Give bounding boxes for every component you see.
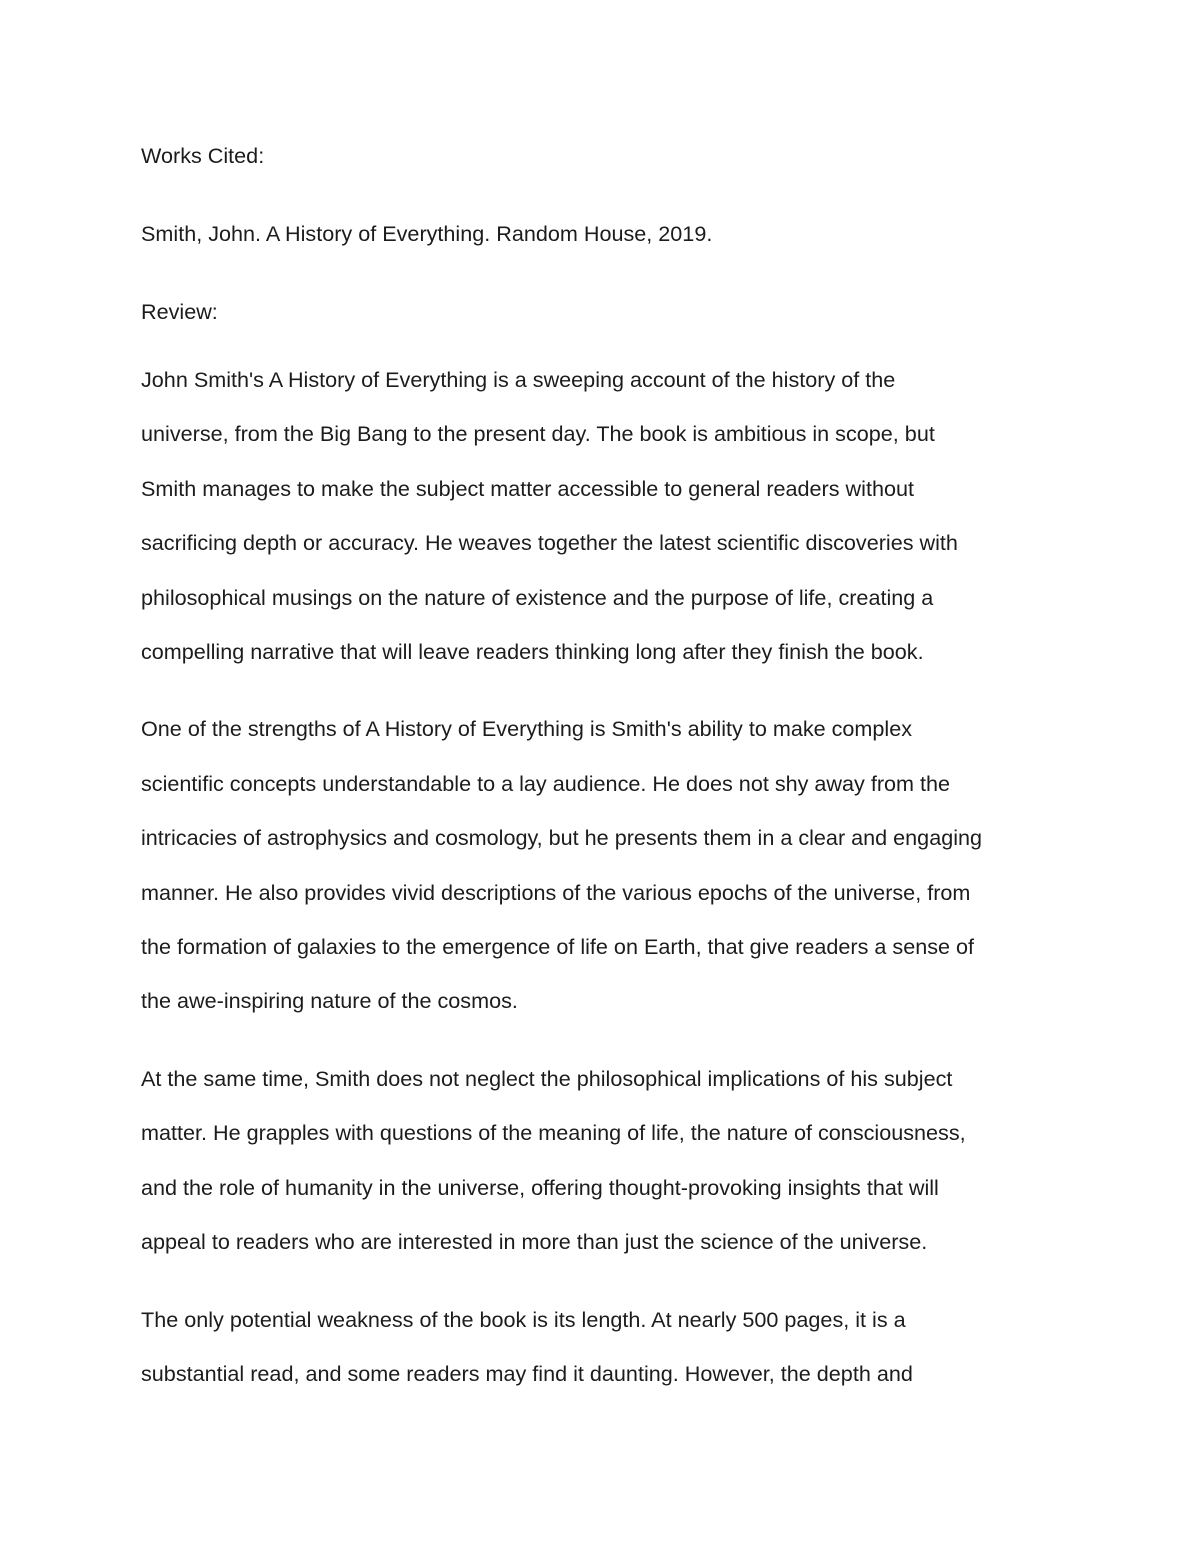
works-cited-heading: Works Cited: — [141, 143, 265, 168]
paragraph-line: compelling narrative that will leave readers thinking long after they finish the book. — [141, 639, 924, 665]
paragraph-line: substantial read, and some readers may find it daunting. However, the depth and — [141, 1360, 913, 1386]
paragraph-line: universe, from the Big Bang to the present day. The book is ambitious in scope, but — [141, 421, 935, 447]
paragraph-line: John Smith's A History of Everything is a sweeping account of the history of the — [141, 367, 896, 392]
paragraph-line: the awe-inspiring nature of the cosmos. — [141, 988, 518, 1014]
paragraph-line: The only potential weakness of the book is its length. At nearly 500 pages, it is a — [141, 1306, 906, 1332]
paragraph-line: matter. He grapples with questions of the meaning of life, the nature of consciousness, — [141, 1120, 966, 1146]
paragraph-line: philosophical musings on the nature of existence and the purpose of life, creating a — [141, 584, 934, 610]
paragraph-line: scientific concepts understandable to a lay audience. He does not shy away from the — [141, 770, 951, 796]
paragraph-line: sacrificing depth or accuracy. He weaves together the latest scientific discoveries with — [141, 530, 958, 556]
review-paragraph-3 — [141, 1052, 1071, 1270]
paragraph-line: At the same time, Smith does not neglect the philosophical implications of his subject — [141, 1065, 953, 1091]
paragraph-line: intricacies of astrophysics and cosmology, but he presents them in a clear and engaging — [141, 825, 983, 851]
paragraph-line: Smith manages to make the subject matter accessible to general readers without — [141, 475, 914, 501]
review-paragraph-2 — [141, 702, 1071, 1028]
document-body — [141, 138, 1071, 1401]
review-paragraph-4 — [141, 1293, 1071, 1402]
citation-entry: Smith, John. A History of Everything. Random House, 2019. — [141, 221, 713, 246]
paragraph-line: and the role of humanity in the universe, offering thought-provoking insights that will — [141, 1174, 939, 1200]
review-paragraph-1 — [141, 353, 1071, 679]
paragraph-line: the formation of galaxies to the emergence of life on Earth, that give readers a sense of — [141, 934, 975, 960]
paragraph-line: appeal to readers who are interested in more than just the science of the universe. — [141, 1229, 928, 1255]
paragraph-line: One of the strengths of A History of Everything is Smith's ability to make complex — [141, 716, 913, 742]
paragraph-line: manner. He also provides vivid descriptions of the various epochs of the universe, from — [141, 879, 971, 905]
review-heading: Review: — [141, 299, 218, 324]
